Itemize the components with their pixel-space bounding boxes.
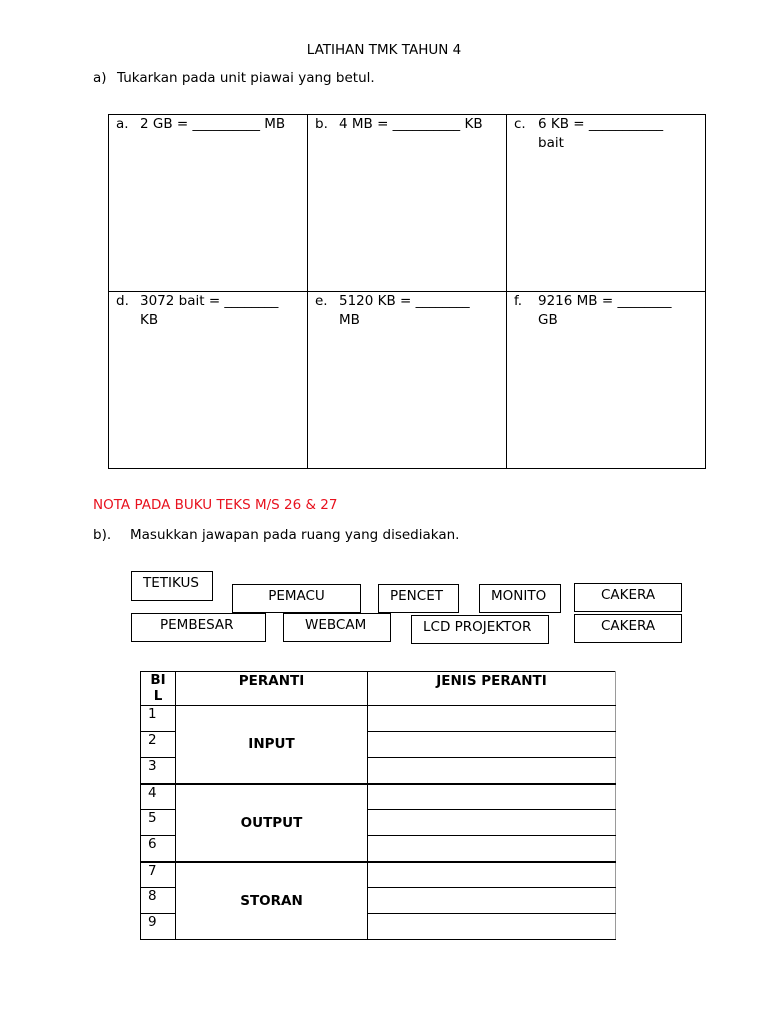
conversion-grid: [108, 114, 706, 469]
word-box: TETIKUS: [131, 571, 213, 601]
conversion-cell: [109, 115, 308, 292]
word-box: PEMACU: [232, 584, 361, 613]
row-number: 1: [141, 706, 176, 732]
category-storan: STORAN: [176, 862, 368, 940]
conversion-number: a.: [116, 116, 129, 132]
header-bil: [141, 672, 176, 706]
page-title: LATIHAN TMK TAHUN 4: [306, 42, 462, 58]
conversion-cell: [308, 292, 507, 469]
row-number: 6: [141, 836, 176, 862]
row-number: 9: [141, 914, 176, 940]
row-number: 7: [141, 862, 176, 888]
conversion-cell: [109, 292, 308, 469]
conversion-text: 4 MB = __________ KB: [339, 116, 483, 132]
word-box: MONITO: [479, 584, 561, 613]
answer-cell[interactable]: [368, 914, 616, 940]
conversion-text: 5120 KB = ________ MB: [339, 293, 470, 328]
conversion-cell: [507, 292, 706, 469]
word-box: CAKERA: [574, 614, 682, 643]
word-box: PEMBESAR: [131, 613, 266, 642]
answer-cell[interactable]: [368, 758, 616, 784]
row-number: 4: [141, 784, 176, 810]
question-b-text: Masukkan jawapan pada ruang yang disediakan.: [130, 527, 460, 543]
word-box: PENCET: [378, 584, 459, 613]
row-number: 2: [141, 732, 176, 758]
question-b-label: b).: [93, 527, 112, 543]
answer-cell[interactable]: [368, 862, 616, 888]
header-bil-line1: BI: [150, 672, 166, 688]
row-number: 5: [141, 810, 176, 836]
conversion-number: f.: [514, 293, 523, 309]
header-jenis-peranti: JENIS PERANTI: [368, 672, 616, 706]
answer-cell[interactable]: [368, 888, 616, 914]
row-number: 3: [141, 758, 176, 784]
question-a-text: Tukarkan pada unit piawai yang betul.: [117, 70, 375, 86]
question-a: [93, 70, 375, 86]
nota-heading: NOTA PADA BUKU TEKS M/S 26 & 27: [93, 497, 338, 513]
conversion-text: 3072 bait = ________ KB: [140, 293, 279, 328]
header-peranti: PERANTI: [176, 672, 368, 706]
conversion-number: c.: [514, 116, 526, 132]
word-box: CAKERA: [574, 583, 682, 612]
conversion-text: 2 GB = __________ MB: [140, 116, 286, 132]
category-output: OUTPUT: [176, 784, 368, 862]
answer-cell[interactable]: [368, 732, 616, 758]
device-table: [140, 671, 616, 940]
conversion-number: b.: [315, 116, 328, 132]
header-bil-line2: L: [153, 688, 163, 704]
answer-cell[interactable]: [368, 836, 616, 862]
question-b: [93, 527, 459, 543]
question-a-label: a): [93, 70, 107, 86]
row-number: 8: [141, 888, 176, 914]
conversion-number: d.: [116, 293, 129, 309]
word-box: WEBCAM: [283, 613, 391, 642]
conversion-cell: [507, 115, 706, 292]
answer-cell[interactable]: [368, 810, 616, 836]
conversion-text: 9216 MB = ________ GB: [538, 293, 672, 328]
answer-cell[interactable]: [368, 784, 616, 810]
conversion-cell: [308, 115, 507, 292]
conversion-number: e.: [315, 293, 328, 309]
category-input: INPUT: [176, 706, 368, 784]
answer-cell[interactable]: [368, 706, 616, 732]
conversion-text: 6 KB = ___________ bait: [538, 116, 664, 151]
word-box: LCD PROJEKTOR: [411, 615, 549, 644]
